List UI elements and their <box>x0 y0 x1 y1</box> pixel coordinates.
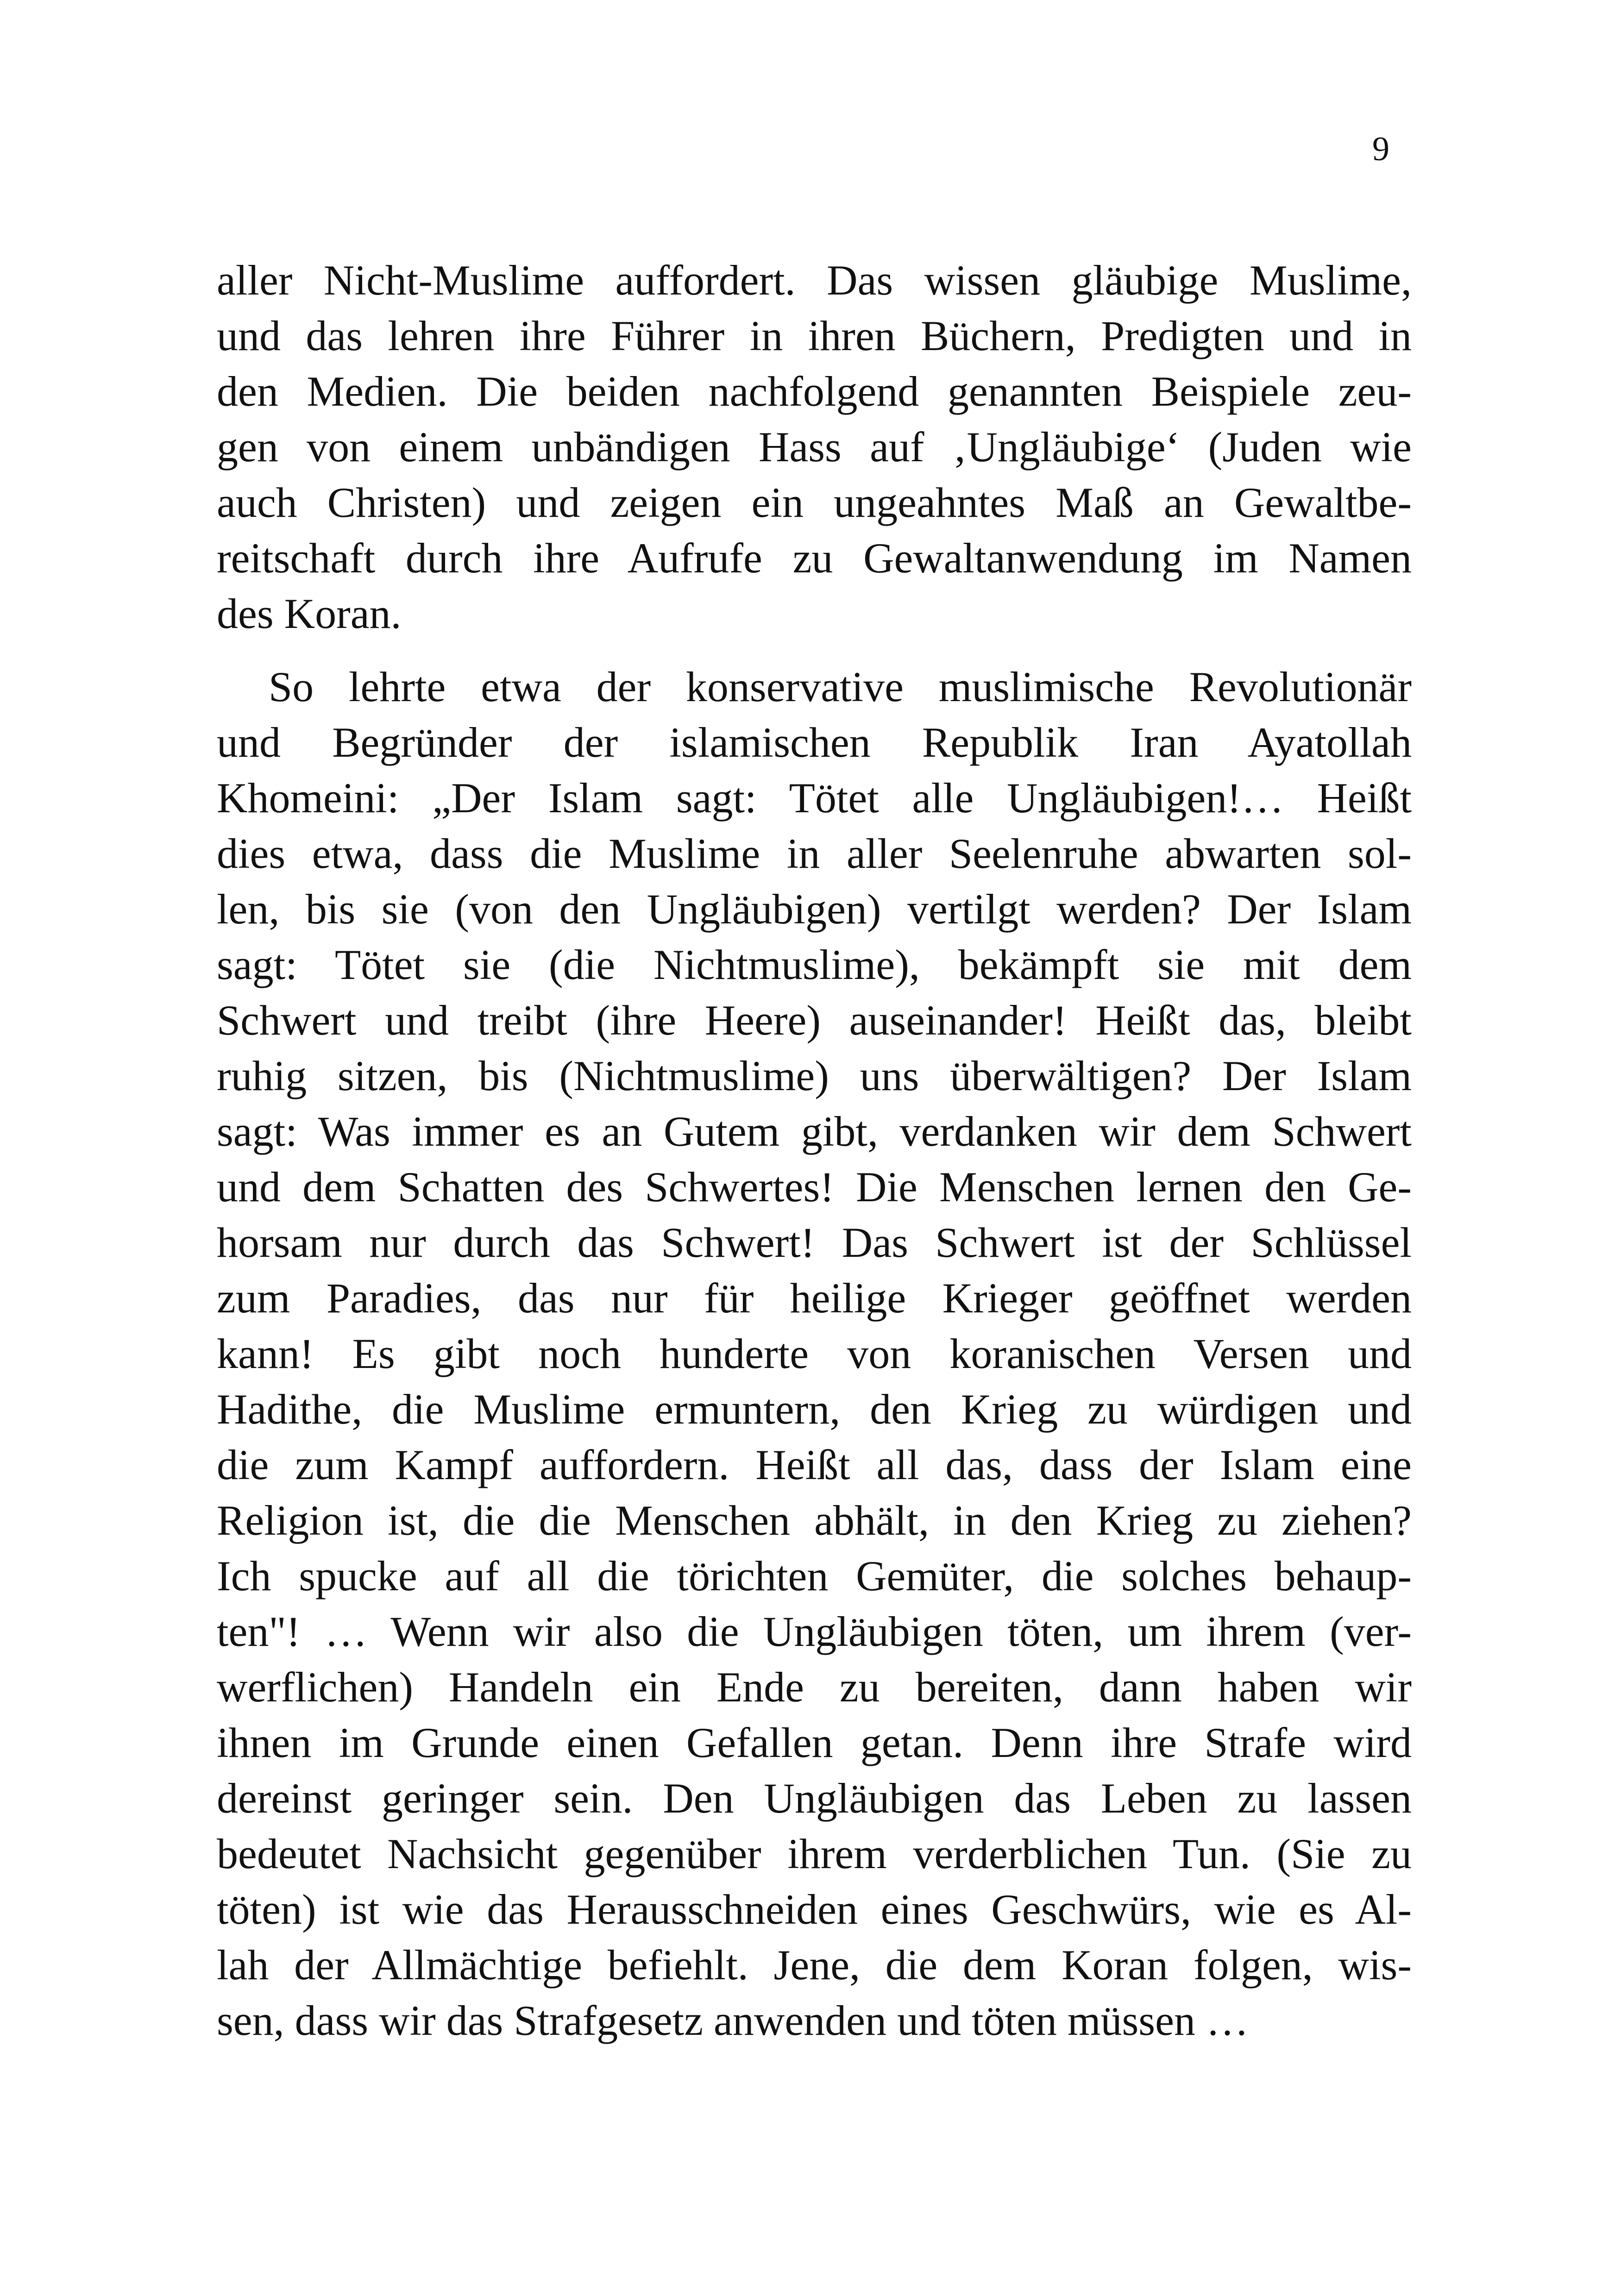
text-line: auch Christen) und zeigen ein ungeahntes Maß an Gewaltbe- <box>217 479 1412 526</box>
text-line: gen von einem unbändigen Hass auf ‚Ungläubige‘ (Juden wie <box>217 423 1412 470</box>
text-line: aller Nicht-Muslime auffordert. Das wissen gläubige Muslime, <box>217 257 1412 304</box>
text-line: dies etwa, dass die Muslime in aller Seelenruhe abwarten sol- <box>217 830 1412 877</box>
text-line: Religion ist, die die Menschen abhält, in den Krieg zu ziehen? <box>217 1497 1412 1544</box>
text-line: sagt: Was immer es an Gutem gibt, verdanken wir dem Schwert <box>217 1108 1412 1155</box>
text-line: horsam nur durch das Schwert! Das Schwert ist der Schlüssel <box>217 1219 1412 1266</box>
text-line: ihnen im Grunde einen Gefallen getan. Denn ihre Strafe wird <box>217 1719 1412 1766</box>
text-line: und dem Schatten des Schwertes! Die Menschen lernen den Ge- <box>217 1163 1412 1211</box>
text-line: des Koran. <box>217 590 402 637</box>
text-line: Schwert und treibt (ihre Heere) auseinander! Heißt das, bleibt <box>217 997 1412 1044</box>
text-line: reitschaft durch ihre Aufrufe zu Gewaltanwendung im Namen <box>217 534 1412 582</box>
paragraph-gap <box>217 641 1412 659</box>
text-line: die zum Kampf auffordern. Heißt all das, dass der Islam eine <box>217 1441 1412 1488</box>
text-line: sen, dass wir das Strafgesetz anwenden und töten müssen … <box>217 1997 1249 2044</box>
text-line: Ich spucke auf all die törichten Gemüter, die solches behaup- <box>217 1552 1412 1600</box>
text-line: ruhig sitzen, bis (Nichtmuslime) uns überwältigen? Der Islam <box>217 1052 1412 1099</box>
paragraph <box>217 252 1412 641</box>
body-text <box>217 252 1412 2048</box>
text-line: len, bis sie (von den Ungläubigen) vertilgt werden? Der Islam <box>217 885 1412 933</box>
text-line: sagt: Tötet sie (die Nichtmuslime), bekämpft sie mit dem <box>217 941 1412 988</box>
text-line: den Medien. Die beiden nachfolgend genannten Beispiele zeu- <box>217 368 1412 415</box>
text-line: kann! Es gibt noch hunderte von koranischen Versen und <box>217 1330 1412 1377</box>
text-line: und Begründer der islamischen Republik Iran Ayatollah <box>217 719 1412 766</box>
text-line: bedeutet Nachsicht gegenüber ihrem verderblichen Tun. (Sie zu <box>217 1830 1412 1877</box>
text-line: Khomeini: „Der Islam sagt: Tötet alle Ungläubigen!… Heißt <box>217 774 1412 822</box>
text-line: So lehrte etwa der konservative muslimische Revolutionär <box>269 663 1412 710</box>
text-line: Hadithe, die Muslime ermuntern, den Krieg zu würdigen und <box>217 1386 1412 1433</box>
paragraph <box>217 659 1412 2048</box>
page-number: 9 <box>1372 130 1389 168</box>
text-line: zum Paradies, das nur für heilige Krieger geöffnet werden <box>217 1274 1412 1322</box>
text-line: werflichen) Handeln ein Ende zu bereiten, dann haben wir <box>217 1663 1412 1711</box>
text-line: ten"! … Wenn wir also die Ungläubigen töten, um ihrem (ver- <box>217 1608 1412 1655</box>
text-line: und das lehren ihre Führer in ihren Büchern, Predigten und in <box>217 312 1412 359</box>
text-line: dereinst geringer sein. Den Ungläubigen das Leben zu lassen <box>217 1775 1412 1822</box>
text-line: lah der Allmächtige befiehlt. Jene, die dem Koran folgen, wis- <box>217 1941 1412 1989</box>
text-line: töten) ist wie das Herausschneiden eines Geschwürs, wie es Al- <box>217 1886 1412 1933</box>
